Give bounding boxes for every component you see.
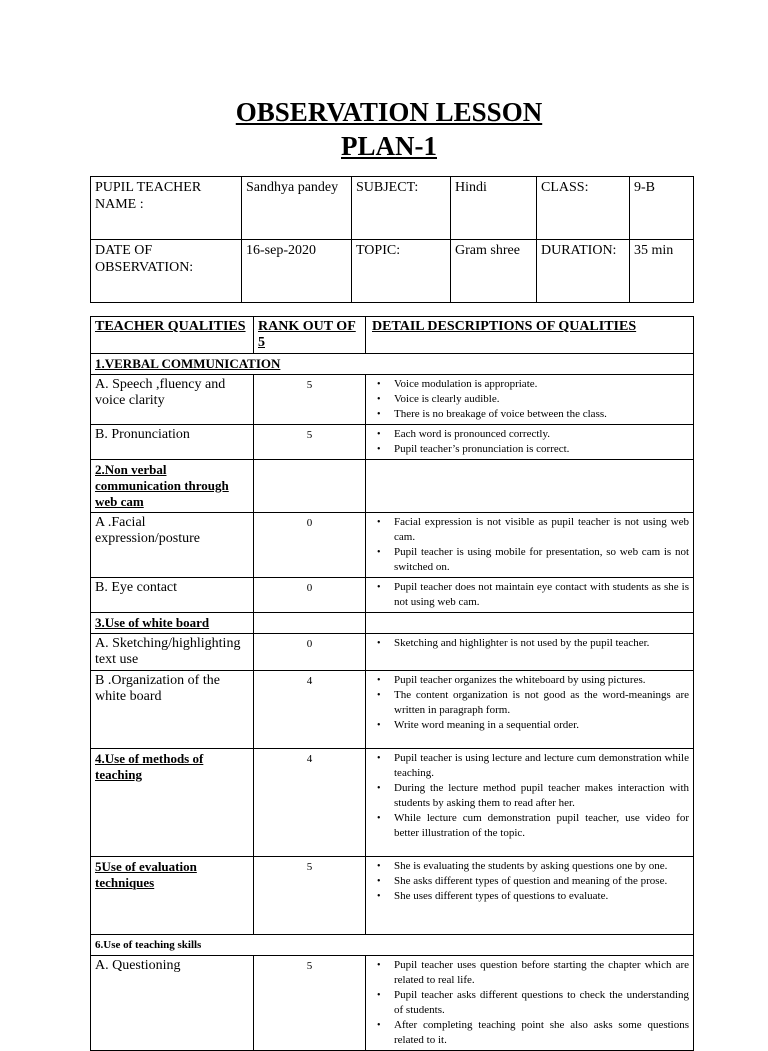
detail-item: • The content organization is not good as the word-meanings are written in paragraph form.: [394, 688, 689, 718]
quality-details: [366, 749, 694, 857]
detail-list: [370, 673, 689, 733]
detail-list: [370, 859, 689, 904]
detail-item: • She asks different types of question and meaning of the prose.: [394, 874, 689, 889]
quality-details: [366, 857, 694, 935]
detail-list: [370, 636, 689, 651]
quality-name: 4.Use of methods of teaching: [91, 749, 254, 857]
quality-name: A. Speech ,fluency and voice clarity: [91, 375, 254, 425]
detail-item: • Voice modulation is appropriate.: [394, 377, 689, 392]
detail-item: • She is evaluating the students by asking questions one by one.: [394, 859, 689, 874]
detail-item: • Sketching and highlighter is not used by the pupil teacher.: [394, 636, 689, 651]
quality-rank: 4: [254, 749, 366, 857]
quality-row: [91, 578, 694, 613]
section-row: [91, 354, 694, 375]
quality-row: [91, 857, 694, 935]
quality-details: [366, 671, 694, 749]
lesson-info-table: [90, 176, 694, 303]
detail-list: [370, 427, 689, 457]
quality-rank: 5: [254, 857, 366, 935]
detail-item: • Pupil teacher is using mobile for presentation, so web cam is not switched on.: [394, 545, 689, 575]
section-row: [91, 613, 694, 634]
quality-name: A. Sketching/highlighting text use: [91, 634, 254, 671]
detail-item: • While lecture cum demonstration pupil teacher, use video for better illustration of the topic.: [394, 811, 689, 841]
quality-rank: 5: [254, 375, 366, 425]
quality-details: [366, 634, 694, 671]
detail-item: • Pupil teacher organizes the whiteboard by using pictures.: [394, 673, 689, 688]
document-title-line2: PLAN-1: [341, 131, 437, 161]
quality-name: 5Use of evaluation techniques: [91, 857, 254, 935]
detail-list: [370, 958, 689, 1048]
header-qualities: TEACHER QUALITIES: [91, 317, 254, 354]
quality-name: A .Facial expression/posture: [91, 513, 254, 578]
info-value: 16-sep-2020: [242, 240, 352, 303]
quality-name: B .Organization of the white board: [91, 671, 254, 749]
section-verbal-communication: 1.VERBAL COMMUNICATION: [91, 354, 694, 375]
quality-row: [91, 749, 694, 857]
quality-row: [91, 375, 694, 425]
detail-list: [370, 377, 689, 422]
info-value: Gram shree: [451, 240, 537, 303]
info-label: PUPIL TEACHER NAME :: [91, 177, 242, 240]
quality-row: [91, 956, 694, 1051]
detail-list: [370, 580, 689, 610]
quality-name: A. Questioning: [91, 956, 254, 1051]
info-label: DURATION:: [537, 240, 630, 303]
detail-item: • Pupil teacher asks different questions to check the understanding of students.: [394, 988, 689, 1018]
info-label: TOPIC:: [352, 240, 451, 303]
info-label: DATE OF OBSERVATION:: [91, 240, 242, 303]
detail-item: • After completing teaching point she also asks some questions related to it.: [394, 1018, 689, 1048]
header-rank: RANK OUT OF 5: [254, 317, 366, 354]
detail-item: • Facial expression is not visible as pupil teacher is not using web cam.: [394, 515, 689, 545]
section-white-board: 3.Use of white board: [91, 613, 254, 634]
detail-item: • Pupil teacher’s pronunciation is correct.: [394, 442, 689, 457]
document-title-line1: OBSERVATION LESSON: [235, 97, 543, 127]
quality-rank: 5: [254, 425, 366, 460]
header-descriptions: DETAIL DESCRIPTIONS OF QUALITIES: [366, 317, 694, 354]
quality-name: B. Pronunciation: [91, 425, 254, 460]
info-row: [91, 240, 694, 303]
info-value: 35 min: [630, 240, 694, 303]
quality-name: B. Eye contact: [91, 578, 254, 613]
detail-item: • Pupil teacher is using lecture and lecture cum demonstration while teaching.: [394, 751, 689, 781]
quality-details: [366, 578, 694, 613]
info-value: 9-B: [630, 177, 694, 240]
detail-item: • Pupil teacher uses question before starting the chapter which are related to real life.: [394, 958, 689, 988]
info-value: Hindi: [451, 177, 537, 240]
detail-item: • Write word meaning in a sequential order.: [394, 718, 689, 733]
quality-row: [91, 634, 694, 671]
info-value: Sandhya pandey: [242, 177, 352, 240]
detail-item: • There is no breakage of voice between the class.: [394, 407, 689, 422]
quality-row: [91, 671, 694, 749]
info-label: SUBJECT:: [352, 177, 451, 240]
section-row: [91, 935, 694, 956]
quality-row: [91, 513, 694, 578]
detail-list: [370, 751, 689, 841]
quality-rank: 4: [254, 671, 366, 749]
teacher-qualities-table: [90, 316, 694, 1051]
section-row: [91, 460, 694, 513]
section-nonverbal-communication: 2.Non verbal communication through web cam: [91, 460, 254, 513]
info-row: [91, 177, 694, 240]
detail-item: • She uses different types of questions to evaluate.: [394, 889, 689, 904]
quality-details: [366, 425, 694, 460]
detail-item: • Pupil teacher does not maintain eye contact with students as she is not using web cam.: [394, 580, 689, 610]
info-label: CLASS:: [537, 177, 630, 240]
quality-rank: 0: [254, 634, 366, 671]
header-row: [91, 317, 694, 354]
detail-item: • Voice is clearly audible.: [394, 392, 689, 407]
section-teaching-skills: 6.Use of teaching skills: [91, 935, 694, 956]
detail-item: • Each word is pronounced correctly.: [394, 427, 689, 442]
detail-list: [370, 515, 689, 575]
quality-row: [91, 425, 694, 460]
quality-details: [366, 375, 694, 425]
quality-rank: 5: [254, 956, 366, 1051]
quality-rank: 0: [254, 578, 366, 613]
quality-rank: 0: [254, 513, 366, 578]
quality-details: [366, 513, 694, 578]
detail-item: • During the lecture method pupil teacher makes interaction with students by asking them to read after her.: [394, 781, 689, 811]
quality-details: [366, 956, 694, 1051]
